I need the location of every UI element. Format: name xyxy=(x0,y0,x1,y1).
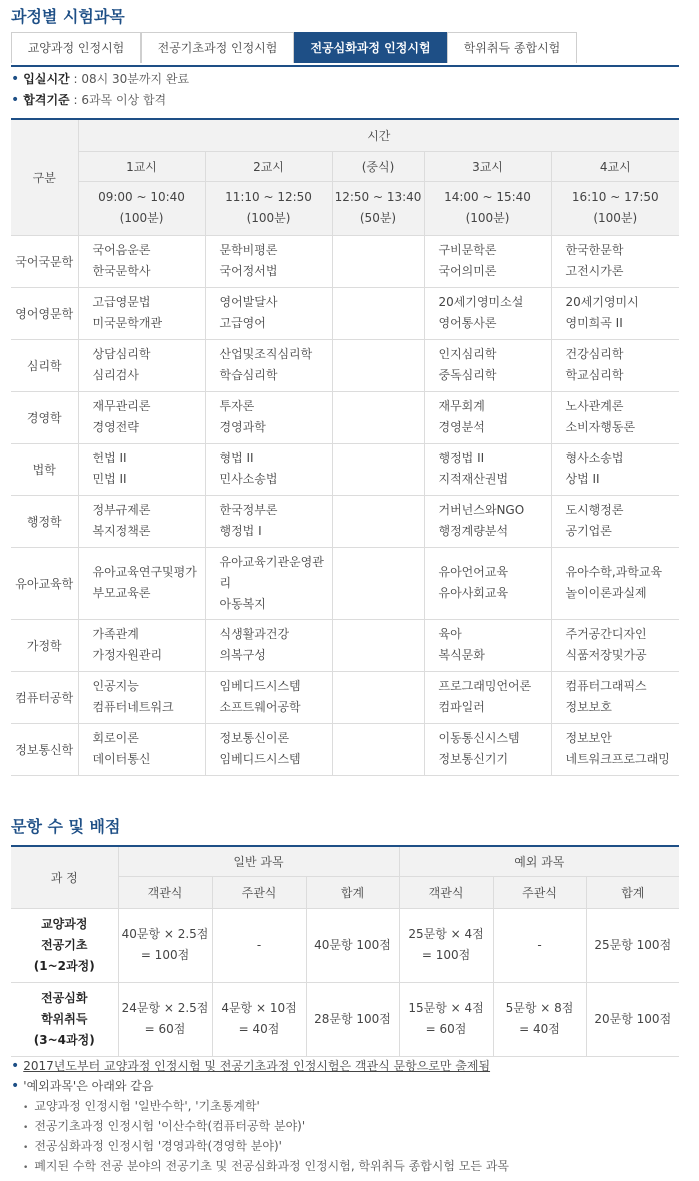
period-duration: (100분) xyxy=(246,211,291,225)
cell-line: 프로그래밍언어론 xyxy=(438,679,532,693)
subject-cell xyxy=(78,235,205,287)
entry-time-label: 입실시간 xyxy=(23,72,70,86)
lunch-cell xyxy=(332,235,424,287)
header-time: 시간 xyxy=(78,119,679,151)
subject-cell xyxy=(78,391,205,443)
section-title-subjects: 과정별 시험과목 xyxy=(11,7,125,26)
note-sub-text: 폐지된 수학 전공 분야의 전공기초 및 전공심화과정 인정시험, 학위취득 종합시험 모든 과목 xyxy=(34,1159,509,1173)
cell-line: 학교심리학 xyxy=(565,368,624,382)
subject-cell xyxy=(424,339,551,391)
cell-line: 유아수학,과학교육 xyxy=(565,565,663,579)
note-sub-item xyxy=(11,1116,691,1136)
cell-line: 육아 xyxy=(438,627,462,641)
category-cell: 유아교육학 xyxy=(11,547,78,619)
bullet-icon: • xyxy=(11,92,20,108)
pass-criteria-value: : 6과목 이상 합격 xyxy=(69,93,167,107)
cell-line: 민법 II xyxy=(92,472,127,486)
bullet-icon: • xyxy=(23,1163,29,1173)
cell-line: (3~4과정) xyxy=(33,1032,95,1047)
table-row xyxy=(11,982,679,1056)
subject-cell xyxy=(551,723,679,775)
subject-cell xyxy=(424,671,551,723)
period-time xyxy=(551,181,679,235)
cell-line: 경영분석 xyxy=(438,420,485,434)
cell-line: 거버넌스와NGO xyxy=(438,503,525,517)
tab-major-advanced[interactable]: 전공심화과정 인정시험 xyxy=(294,32,447,63)
cell-line: 학위취득 xyxy=(41,1011,88,1026)
cell-line: 유아언어교육 xyxy=(438,565,509,579)
cell-line: 40문항 100점 xyxy=(314,937,391,952)
cell-line: 행정법 II xyxy=(438,451,485,465)
cell-line: 소프트웨어공학 xyxy=(219,700,301,714)
tab-liberal-arts[interactable]: 교양과정 인정시험 xyxy=(11,32,141,63)
cell-line: 회로이론 xyxy=(92,731,139,745)
cell-line: 건강심리학 xyxy=(565,347,624,361)
table-row xyxy=(11,235,679,287)
note-sub-item xyxy=(11,1136,691,1156)
subject-cell xyxy=(78,443,205,495)
period-name: 4교시 xyxy=(551,151,679,181)
bullet-icon: • xyxy=(11,1058,20,1074)
header-course: 과 정 xyxy=(11,846,118,908)
header-general-subjects: 일반 과목 xyxy=(118,846,399,876)
cell-line: 한국문학사 xyxy=(92,264,151,278)
cell-line: 유아교육연구및평가 xyxy=(92,565,197,579)
subject-cell xyxy=(205,391,332,443)
cell-line: 주거공간디자인 xyxy=(565,627,647,641)
lunch-cell xyxy=(332,671,424,723)
tab-degree-exam[interactable]: 학위취득 종합시험 xyxy=(447,32,577,63)
subject-cell xyxy=(78,339,205,391)
cell-line: 놀이이론과실제 xyxy=(565,586,647,600)
cell-line: - xyxy=(256,937,262,952)
cell-line: 국어정서법 xyxy=(219,264,278,278)
cell-line: 행정계량분석 xyxy=(438,524,509,538)
course-head xyxy=(11,908,118,982)
score-cell xyxy=(118,908,212,982)
score-cell xyxy=(306,982,399,1056)
cell-line: 정보보안 xyxy=(565,731,612,745)
course-head xyxy=(11,982,118,1056)
category-cell: 경영학 xyxy=(11,391,78,443)
score-cell xyxy=(306,908,399,982)
pass-criteria-label: 합격기준 xyxy=(23,93,70,107)
cell-line: 25문항 100점 xyxy=(594,937,672,952)
subject-cell xyxy=(78,547,205,619)
note-sub-item xyxy=(11,1096,691,1116)
subject-cell xyxy=(78,723,205,775)
cell-line: 20문항 100점 xyxy=(594,1011,672,1026)
period-duration: (100분) xyxy=(593,211,638,225)
sub-header: 객관식 xyxy=(118,876,212,908)
subject-cell xyxy=(424,391,551,443)
lunch-cell xyxy=(332,723,424,775)
category-cell: 정보통신학 xyxy=(11,723,78,775)
cell-line: 미국문학개관 xyxy=(92,316,163,330)
subject-cell xyxy=(205,287,332,339)
subject-cell xyxy=(551,391,679,443)
period-time-range: 14:00 ~ 15:40 xyxy=(444,190,531,204)
subject-cell xyxy=(78,671,205,723)
score-cell xyxy=(493,908,586,982)
cell-line: 유아사회교육 xyxy=(438,586,509,600)
cell-line: = 60점 xyxy=(425,1022,467,1036)
score-cell xyxy=(586,908,679,982)
table-row xyxy=(11,339,679,391)
cell-line: 행정법 I xyxy=(219,524,262,538)
cell-line: = 60점 xyxy=(144,1022,186,1036)
cell-line: 고급영어 xyxy=(219,316,266,330)
period-name: 2교시 xyxy=(205,151,332,181)
cell-line: 이동통신시스템 xyxy=(438,731,520,745)
cell-line: 중독심리학 xyxy=(438,368,497,382)
subject-cell xyxy=(205,495,332,547)
table-row xyxy=(11,619,679,671)
period-duration: (100분) xyxy=(119,211,164,225)
period-duration: (50분) xyxy=(359,211,397,225)
cell-line: 영어발달사 xyxy=(219,295,278,309)
subject-cell xyxy=(78,495,205,547)
score-cell xyxy=(212,982,306,1056)
lunch-cell xyxy=(332,443,424,495)
cell-line: 한국한문학 xyxy=(565,243,624,257)
period-name: 3교시 xyxy=(424,151,551,181)
cell-line: 형법 II xyxy=(219,451,254,465)
entry-time-info xyxy=(11,70,189,87)
subject-cell xyxy=(205,235,332,287)
cell-line: 영미희곡 II xyxy=(565,316,623,330)
table-row xyxy=(11,391,679,443)
cell-line: 상담심리학 xyxy=(92,347,151,361)
cell-line: 공기업론 xyxy=(565,524,612,538)
cell-line: = 100점 xyxy=(421,948,471,962)
cell-line: 복식문화 xyxy=(438,648,485,662)
cell-line: = 40점 xyxy=(519,1022,560,1036)
cell-line: 구비문학론 xyxy=(438,243,497,257)
lunch-cell xyxy=(332,391,424,443)
cell-line: 부모교육론 xyxy=(92,586,151,600)
note-sub-text: 교양과정 인정시험 '일반수학', '기초통계학' xyxy=(34,1099,260,1113)
cell-line: 아동복지 xyxy=(219,596,266,611)
cell-line: 투자론 xyxy=(219,399,255,413)
note-item xyxy=(11,1076,691,1096)
cell-line: 20세기영미시 xyxy=(565,295,639,309)
subject-cell xyxy=(424,443,551,495)
period-duration: (100분) xyxy=(465,211,510,225)
cell-line: 인지심리학 xyxy=(438,347,497,361)
cell-line: 한국정부론 xyxy=(219,503,278,517)
header-category: 구분 xyxy=(11,119,78,235)
cell-line: 유아교육기관운영관리 xyxy=(219,554,324,590)
subject-cell xyxy=(551,339,679,391)
bullet-icon: • xyxy=(11,71,20,87)
cell-line: 문학비평론 xyxy=(219,243,278,257)
category-cell: 컴퓨터공학 xyxy=(11,671,78,723)
score-cell xyxy=(493,982,586,1056)
subject-cell xyxy=(551,235,679,287)
table-row xyxy=(11,723,679,775)
cell-line: 컴퓨터그래픽스 xyxy=(565,679,647,693)
subject-cell xyxy=(424,547,551,619)
score-cell xyxy=(399,908,493,982)
score-cell xyxy=(399,982,493,1056)
bullet-icon: • xyxy=(23,1143,29,1153)
cell-line: 복지정책론 xyxy=(92,524,151,538)
cell-line: 25문항 × 4점 xyxy=(408,927,484,941)
cell-line: 고전시가론 xyxy=(565,264,624,278)
note-exception-subjects: '예외과목'은 아래와 같음 xyxy=(23,1079,154,1093)
period-time-range: 11:10 ~ 12:50 xyxy=(225,190,312,204)
cell-line: 가정자원관리 xyxy=(92,648,163,662)
table-row xyxy=(11,547,679,619)
cell-line: 재무회계 xyxy=(438,399,485,413)
bullet-icon: • xyxy=(23,1123,29,1133)
bullet-icon: • xyxy=(11,1078,20,1094)
note-sub-item xyxy=(11,1156,691,1176)
cell-line: (1~2과정) xyxy=(33,958,95,973)
bullet-icon: • xyxy=(23,1103,29,1113)
table-row xyxy=(11,908,679,982)
subject-cell xyxy=(551,547,679,619)
entry-time-value: : 08시 30분까지 완료 xyxy=(69,72,190,86)
score-cell xyxy=(118,982,212,1056)
subject-cell xyxy=(424,495,551,547)
cell-line: 데이터통신 xyxy=(92,752,151,766)
cell-line: 민사소송법 xyxy=(219,472,278,486)
category-cell: 법학 xyxy=(11,443,78,495)
cell-line: 정부규제론 xyxy=(92,503,151,517)
cell-line: 컴퓨터네트워크 xyxy=(92,700,174,714)
category-cell: 국어국문학 xyxy=(11,235,78,287)
period-time xyxy=(332,181,424,235)
subject-cell xyxy=(205,339,332,391)
sub-header: 합계 xyxy=(306,876,399,908)
lunch-cell xyxy=(332,339,424,391)
header-exception-subjects: 예외 과목 xyxy=(399,846,679,876)
subject-cell xyxy=(78,619,205,671)
period-name: (중식) xyxy=(332,151,424,181)
cell-line: 국어음운론 xyxy=(92,243,151,257)
cell-line: 전공기초 xyxy=(41,937,88,952)
cell-line: 20세기영미소설 xyxy=(438,295,524,309)
period-time xyxy=(78,181,205,235)
cell-line: 국어의미론 xyxy=(438,264,497,278)
subject-cell xyxy=(551,619,679,671)
subject-cell xyxy=(205,443,332,495)
subject-cell xyxy=(205,547,332,619)
cell-line: 15문항 × 4점 xyxy=(408,1001,484,1015)
period-time-range: 16:10 ~ 17:50 xyxy=(571,190,659,204)
score-cell xyxy=(212,908,306,982)
note-sub-text: 전공심화과정 인정시험 '경영과학(경영학 분야)' xyxy=(34,1139,282,1153)
cell-line: 인공지능 xyxy=(92,679,139,693)
subject-cell xyxy=(205,671,332,723)
period-name: 1교시 xyxy=(78,151,205,181)
cell-line: 상법 II xyxy=(565,472,600,486)
cell-line: 전공심화 xyxy=(41,990,88,1005)
cell-line: 교양과정 xyxy=(41,916,88,931)
category-cell: 가정학 xyxy=(11,619,78,671)
period-time xyxy=(424,181,551,235)
subject-cell xyxy=(551,495,679,547)
table-row xyxy=(11,671,679,723)
cell-line: 임베디드시스템 xyxy=(219,679,301,693)
cell-line: = 40점 xyxy=(238,1022,280,1036)
cell-line: 40문항 × 2.5점 xyxy=(121,927,209,941)
cell-line: 24문항 × 2.5점 xyxy=(121,1001,209,1015)
exam-schedule-table xyxy=(11,118,679,776)
cell-line: 정보통신이론 xyxy=(219,731,290,745)
tab-major-basic[interactable]: 전공기초과정 인정시험 xyxy=(141,32,294,63)
subject-cell xyxy=(78,287,205,339)
cell-line: 도시행정론 xyxy=(565,503,624,517)
period-time-range: 12:50 ~ 13:40 xyxy=(334,190,422,204)
subject-cell xyxy=(205,619,332,671)
section-title-scoring: 문항 수 및 배점 xyxy=(11,817,121,836)
note-objective-only: 2017년도부터 교양과정 인정시험 및 전공기초과정 인정시험은 객관식 문항으로만 출제됨 xyxy=(23,1059,491,1073)
cell-line: 노사관계론 xyxy=(565,399,624,413)
sub-header: 주관식 xyxy=(493,876,586,908)
cell-line: 산업및조직심리학 xyxy=(219,347,313,361)
cell-line: 경영과학 xyxy=(219,420,266,434)
cell-line: 의복구성 xyxy=(219,648,266,662)
table-row xyxy=(11,287,679,339)
category-cell: 영어영문학 xyxy=(11,287,78,339)
note-item xyxy=(11,1056,691,1076)
score-cell xyxy=(586,982,679,1056)
cell-line: 정보보호 xyxy=(565,700,612,714)
pass-criteria-info xyxy=(11,91,166,108)
cell-line: 가족관계 xyxy=(92,627,139,641)
table-row xyxy=(11,443,679,495)
sub-header: 주관식 xyxy=(212,876,306,908)
cell-line: 정보통신기기 xyxy=(438,752,509,766)
category-cell: 심리학 xyxy=(11,339,78,391)
category-cell: 행정학 xyxy=(11,495,78,547)
scoring-table xyxy=(11,845,679,1057)
cell-line: 경영전략 xyxy=(92,420,139,434)
subject-cell xyxy=(551,287,679,339)
cell-line: 식품저장및가공 xyxy=(565,648,647,662)
cell-line: 식생활과건강 xyxy=(219,627,290,641)
lunch-cell xyxy=(332,619,424,671)
cell-line: 심리검사 xyxy=(92,368,139,382)
cell-line: = 100점 xyxy=(140,948,190,962)
table-row xyxy=(11,495,679,547)
subject-cell xyxy=(551,671,679,723)
cell-line: 학습심리학 xyxy=(219,368,278,382)
notes xyxy=(11,1056,691,1176)
cell-line: 지적재산권법 xyxy=(438,472,509,486)
sub-header: 합계 xyxy=(586,876,679,908)
cell-line: 헌법 II xyxy=(92,451,127,465)
cell-line: 형사소송법 xyxy=(565,451,624,465)
period-time-range: 09:00 ~ 10:40 xyxy=(98,190,185,204)
lunch-cell xyxy=(332,287,424,339)
subject-cell xyxy=(551,443,679,495)
subject-cell xyxy=(205,723,332,775)
cell-line: 고급영문법 xyxy=(92,295,151,309)
cell-line: 네트워크프로그래밍 xyxy=(565,752,670,766)
subject-cell xyxy=(424,235,551,287)
cell-line: - xyxy=(537,937,542,952)
cell-line: 4문항 × 10점 xyxy=(221,1001,297,1015)
subject-cell xyxy=(424,723,551,775)
subject-cell xyxy=(424,287,551,339)
cell-line: 컴파일러 xyxy=(438,700,485,714)
course-tabs xyxy=(11,32,679,67)
cell-line: 소비자행동론 xyxy=(565,420,636,434)
cell-line: 임베디드시스템 xyxy=(219,752,301,766)
lunch-cell xyxy=(332,547,424,619)
period-time xyxy=(205,181,332,235)
lunch-cell xyxy=(332,495,424,547)
cell-line: 영어통사론 xyxy=(438,316,497,330)
note-sub-text: 전공기초과정 인정시험 '이산수학(컴퓨터공학 분야)' xyxy=(34,1119,306,1133)
sub-header: 객관식 xyxy=(399,876,493,908)
cell-line: 5문항 × 8점 xyxy=(505,1001,574,1015)
cell-line: 28문항 100점 xyxy=(314,1011,391,1026)
subject-cell xyxy=(424,619,551,671)
cell-line: 재무관리론 xyxy=(92,399,151,413)
